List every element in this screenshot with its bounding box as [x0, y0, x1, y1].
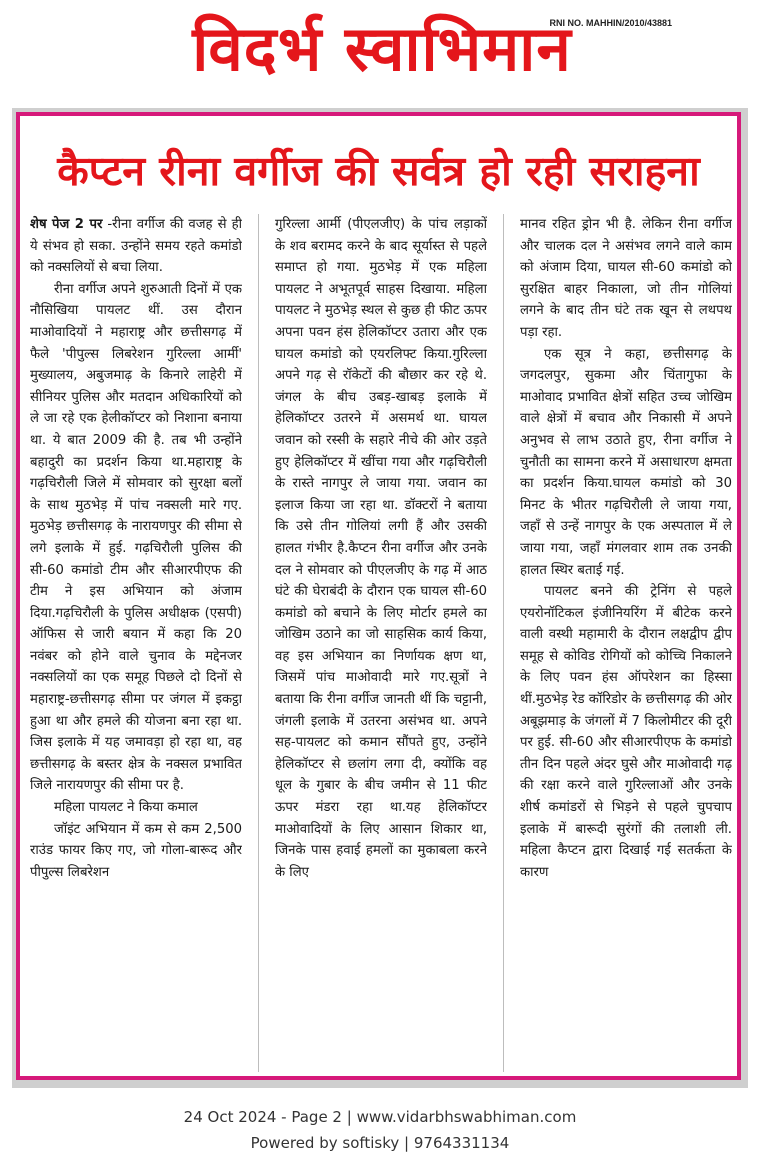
article-headline: कैप्टन रीना वर्गीज की सर्वत्र हो रही सराहना [57, 147, 700, 195]
continuation-lead: शेष पेज 2 पर [30, 217, 103, 232]
column-3-para-3: पायलट बनने की ट्रेनिंग से पहले एयरोनॉटिकल इंजीनियरिंग में बीटेक करने वाली वस्थी महामारी के दौरान लक्षद्वीप द्वीप समूह से कोविड रोगियों को कोच्चि निकालने के लिए पवन हंस ऑपरेशन का हिस्सा थीं.मुठभेड़ रेड कॉरिडोर के छत्तीसगढ़ की ओर अबूझमाड़ के जंगलों में 7 किलोमीटर की दूरी पर हुई. सी-60 और सीआरपीएफ के कमांडो तीन दिन पहले अंदर घुसे और माओवादी गढ़ की रक्षा करने वाले गुरिल्लाओं और उनके शीर्ष कमांडरों से भिड़ने से पहले चुपचाप इलाके में बारूदी सुरंगों की तलाशी ली. महिला कैप्टन द्वारा दिखाई गई सतर्कता के कारण [519, 584, 732, 880]
column-2-para-1: गुरिल्ला आर्मी (पीएलजीए) के पांच लड़ाकों के शव बरामद करने के बाद सूर्यास्त से पहले समाप्त हो गया. मुठभेड़ में एक महिला पायलट ने अभूतपूर्व साहस दिखाया. महिला पायलट ने मुठभेड़ स्थल से कुछ ही फीट ऊपर अपना पवन हंस हेलिकॉप्टर उतारा और एक घायल कमांडो को एयरलिफ्ट किया.गुरिल्ला अपने गढ़ से रॉकेटों की बौछार कर रहे थे. जंगल के बीच उबड़-खाबड़ इलाके में हेलिकॉप्टर उतरने में असमर्थ था. घायल जवान को रस्सी के सहारे नीचे की ओर उड़ते हुए हेलिकॉप्टर में खींचा गया और गढ़चिरौली के रास्ते नागपुर ले जाया गया. जवान का इलाज किया जा रहा था. डॉक्टरों ने बताया कि उसे तीन गोलियां लगी हैं और उसकी हालत गंभीर है.कैप्टन रीना वर्गीज और उनके दल ने सोमवार को पीएलजीए के गढ़ में आठ घंटे की घेराबंदी के दौरान एक घायल सी-60 कमांडो को बचाने के लिए मोर्टार हमले का जोखिम उठाने का जो साहसिक कार्य किया, वह इस अभियान का निर्णायक क्षण था, जिसमें पांच माओवादी मारे गए.सूत्रों ने बताया कि रीना वर्गीज जानती थीं कि चट्टानी, जंगली इलाके में उतरना असंभव था. अपने सह-पायलट को कमान सौंपते हुए, उन्होंने हेलिकॉप्टर से छलांग लगा दी, क्योंकि वह धूल के गुबार के बीच जमीन से 11 फीट ऊपर मंडरा रहा था.यह हेलिकॉप्टर माओवादियों के लिए आसान शिकार था, जिनके पास हवाई हमलों का मुकाबला करने के लिए [274, 217, 488, 880]
footer-date-url: 24 Oct 2024 - Page 2 | www.vidarbhswabhiman.com [183, 1108, 577, 1126]
article-columns [30, 214, 732, 1072]
subheading: महिला पायलट ने किया कमाल [54, 800, 198, 816]
column-divider [503, 214, 504, 1072]
article-frame [16, 112, 741, 1080]
footer-powered-by: Powered by softisky | 9764331134 [250, 1134, 510, 1152]
column-2 [275, 214, 487, 1072]
column-1-para-1 [30, 214, 242, 279]
column-3 [520, 214, 732, 1072]
newspaper-title: विदर्भ स्वाभिमान [192, 12, 572, 85]
column-3-para-2: एक सूत्र ने कहा, छत्तीसगढ़ के जगदलपुर, सुकमा और चिंतागुफा के माओवाद प्रभावित क्षेत्रों सहित उच्च जोखिम वाले क्षेत्रों में बचाव और निकासी में अपने अनुभव से लाभ उठाते हुए, रीना वर्गीज ने चुनौती का सामना करने में असाधारण क्षमता का प्रदर्शन किया.घायल कमांडो को 30 मिनट के भीतर गढ़चिरौली ले जाया गया, जहाँ से उन्हें नागपुर के एक अस्पताल में ले जाया गया, जहाँ मंगलवार शाम तक उनकी हालत स्थिर बताई गई. [519, 346, 732, 578]
page-footer [0, 1104, 760, 1156]
rni-number: RNI NO. MAHHIN/2010/43881 [549, 18, 672, 28]
column-1-para-1-text: -रीना वर्गीज की वजह से ही ये संभव हो सका. उन्होंने समय रहते कमांडो को नक्सलियों से बचा लिया. [30, 217, 243, 276]
column-1-para-4: जॉइंट अभियान में कम से कम 2,500 राउंड फायर किए गए, जो गोला-बारूद और पीपुल्स लिबरेशन [30, 821, 243, 880]
column-1 [30, 214, 242, 1072]
column-divider [258, 214, 259, 1072]
masthead [0, 0, 760, 100]
column-1-para-2: रीना वर्गीज अपने शुरुआती दिनों में एक नौसिखिया पायलट थीं. उस दौरान माओवादियों ने महाराष्ट्र और छत्तीसगढ़ में फैले 'पीपुल्स लिबरेशन गुरिल्ला आर्मी' मुख्यालय, अबुजमाढ़ के किनारे लाहेरी में सीनियर पुलिस और मतदान अधिकारियों को ले जा रहे एक हेलीकॉप्टर को निशाना बनाया था. ये बात 2009 की है. तब भी उन्होंने बहादुरी का प्रदर्शन किया था.महाराष्ट्र के गढ़चिरौली जिले में सोमवार को सुरक्षा बलों के साथ मुठभेड़ में पांच नक्सली मारे गए. मुठभेड़ छत्तीसगढ़ के नारायणपुर की सीमा से लगे इलाके में हुई. गढ़चिरौली पुलिस की सी-60 कमांडो टीम और सीआरपीएफ की टीम ने इस अभियान को अंजाम दिया.गढ़चिरौली के पुलिस अधीक्षक (एसपी) ऑफिस से जारी बयान में कहा कि 20 नवंबर को होने वाले चुनाव के मद्देनजर नक्सलियों का एक समूह पिछले दो दिनों से महाराष्ट्र-छत्तीसगढ़ सीमा पर जंगल में इकट्ठा हुआ था और हमले की योजना बना रहा था. जिस इलाके में यह जमावड़ा हो रहा था, वह छत्तीसगढ़ के बस्तर क्षेत्र के नक्सल प्रभावित जिले नारायणपुर की सीमा पर है. [30, 281, 243, 794]
column-3-para-1: मानव रहित ड्रोन भी है. लेकिन रीना वर्गीज और चालक दल ने असंभव लगने वाले काम को अंजाम दिया, घायल सी-60 कमांडो को सुरक्षित बाहर निकाला, जो तीन गोलियां लगने के बाद तीन घंटे तक खून से लथपथ पड़ा रहा. [519, 217, 732, 340]
